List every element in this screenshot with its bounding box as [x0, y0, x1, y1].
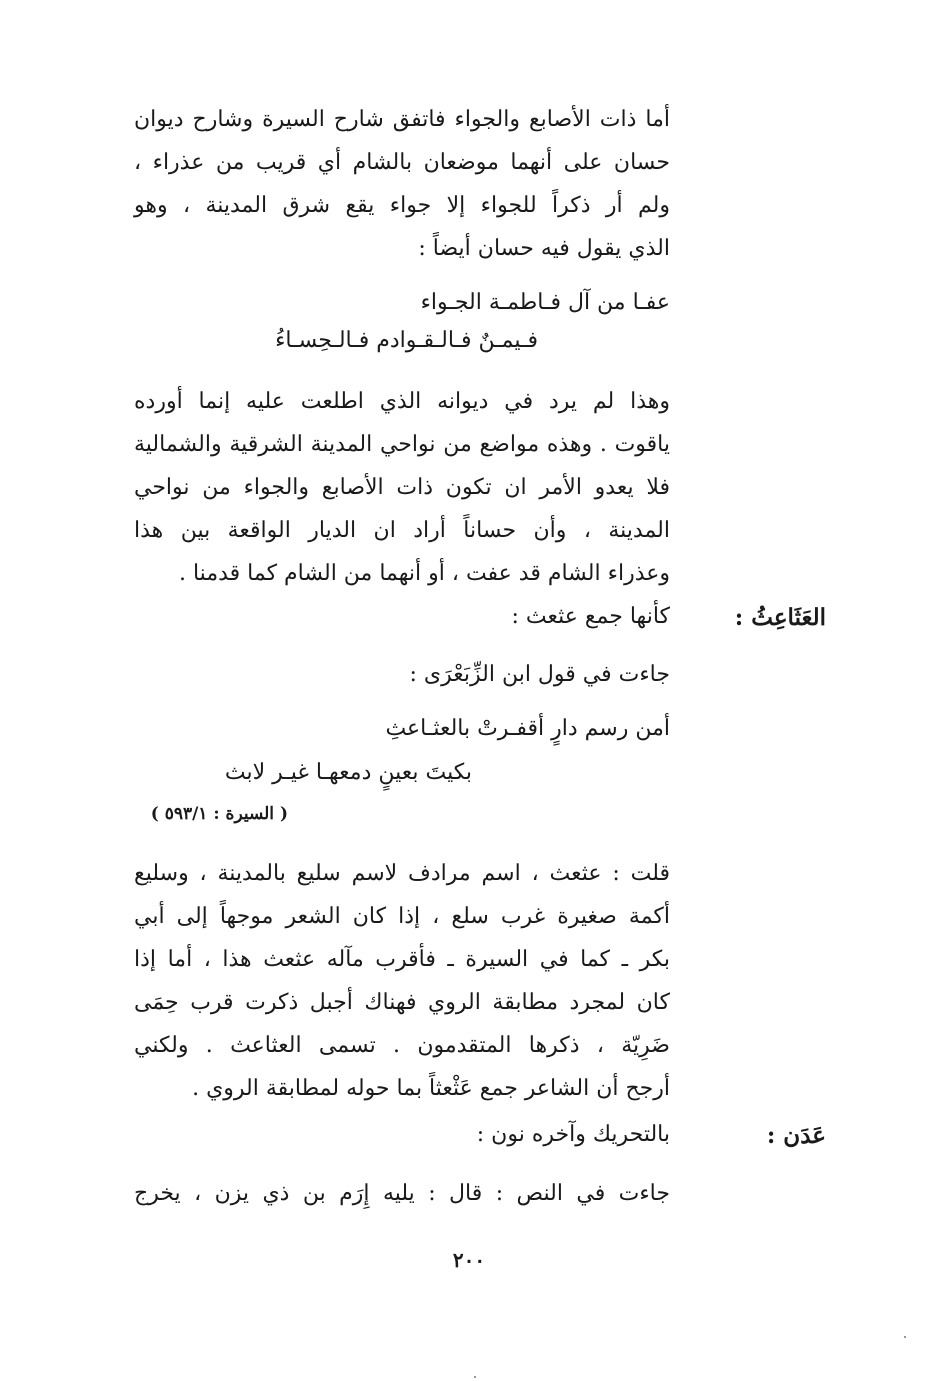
text-line: ولم أر ذكراً للجواء إلا جواء يقع شرق المدينة ، وهو — [134, 193, 670, 218]
text-line: كان لمجرد مطابقة الروي فهناك أجبل ذكرت قرب حِمَى — [134, 990, 670, 1015]
entry-intro-line: جاءت في قول ابن الزِّبَعْرَى : — [409, 662, 670, 687]
text-line: ياقوت . وهذه مواضع من نواحي المدينة الشرقية والشمالية — [134, 432, 670, 457]
text-line: المدينة ، وأن حساناً أراد ان الديار الواقعة بين هذا — [134, 518, 670, 543]
paragraph-2 — [134, 380, 670, 595]
verse-1-first-hemistich: عفـا من آل فـاطمـة الجـواء — [420, 290, 670, 315]
paragraph-1 — [134, 98, 670, 270]
entry-term-athaith: العَثَاعِثُ : — [734, 604, 826, 631]
citation: ( السيرة : ٥٩٣/١ ) — [150, 804, 288, 824]
verse-2-first-hemistich: أمن رسم دارٍ أقفـرتْ بالعثـاعثِ — [385, 716, 670, 741]
scan-speck — [904, 1336, 906, 1338]
entry-definition-athaith: كأنها جمع عثعث : — [511, 604, 670, 629]
text-line: بكر ـ كما في السيرة ـ فأقرب مآله عثعث هذا ، أما إذا — [134, 947, 670, 972]
text-line: حسان على أنهما موضعان بالشام أي قريب من عذراء ، — [134, 150, 670, 175]
text-line: أما ذات الأصابع والجواء فاتفق شارح السيرة وشارح ديوان — [134, 107, 670, 132]
text-line: جاءت في النص : قال : يليه إِرَم بن ذي يزن ، يخرج — [134, 1181, 670, 1206]
paragraph-3 — [134, 852, 670, 1110]
entry-term-aden: عَدَن : — [766, 1122, 826, 1149]
verse-2-second-hemistich: بكيتَ بعينٍ دمعهـا غيـر لابث — [224, 760, 472, 785]
entry-definition-aden: بالتحريك وآخره نون : — [476, 1122, 670, 1147]
text-line: أرجح أن الشاعر جمع عَثْعثاً بما حوله لمطابقة الروي . — [192, 1076, 670, 1101]
text-line: وهذا لم يرد في ديوانه الذي اطلعت عليه إنما أورده — [134, 389, 670, 414]
paragraph-4 — [134, 1172, 670, 1215]
text-line: الذي يقول فيه حسان أيضاً : — [418, 236, 670, 261]
text-line: أكمة صغيرة غرب سلع ، إذا كان الشعر موجهاً إلى أبي — [134, 904, 670, 929]
text-line: وعذراء الشام قد عفت ، أو أنهما من الشام كما قدمنا . — [178, 561, 670, 586]
verse-1-second-hemistich: فـيمـنٌ فـالـقـوادم فـالـحِسـاءُ — [275, 328, 538, 353]
page-number: ٢٠٠ — [452, 1248, 486, 1272]
text-line: ضَرِيّة ، ذكرها المتقدمون . تسمى العثاعث . ولكني — [134, 1033, 670, 1058]
scan-speck — [474, 1376, 476, 1378]
text-line: قلت : عثعث ، اسم مرادف لاسم سليع بالمدينة ، وسليع — [134, 861, 670, 886]
text-line: فلا يعدو الأمر ان تكون ذات الأصابع والجواء من نواحي — [134, 475, 670, 500]
